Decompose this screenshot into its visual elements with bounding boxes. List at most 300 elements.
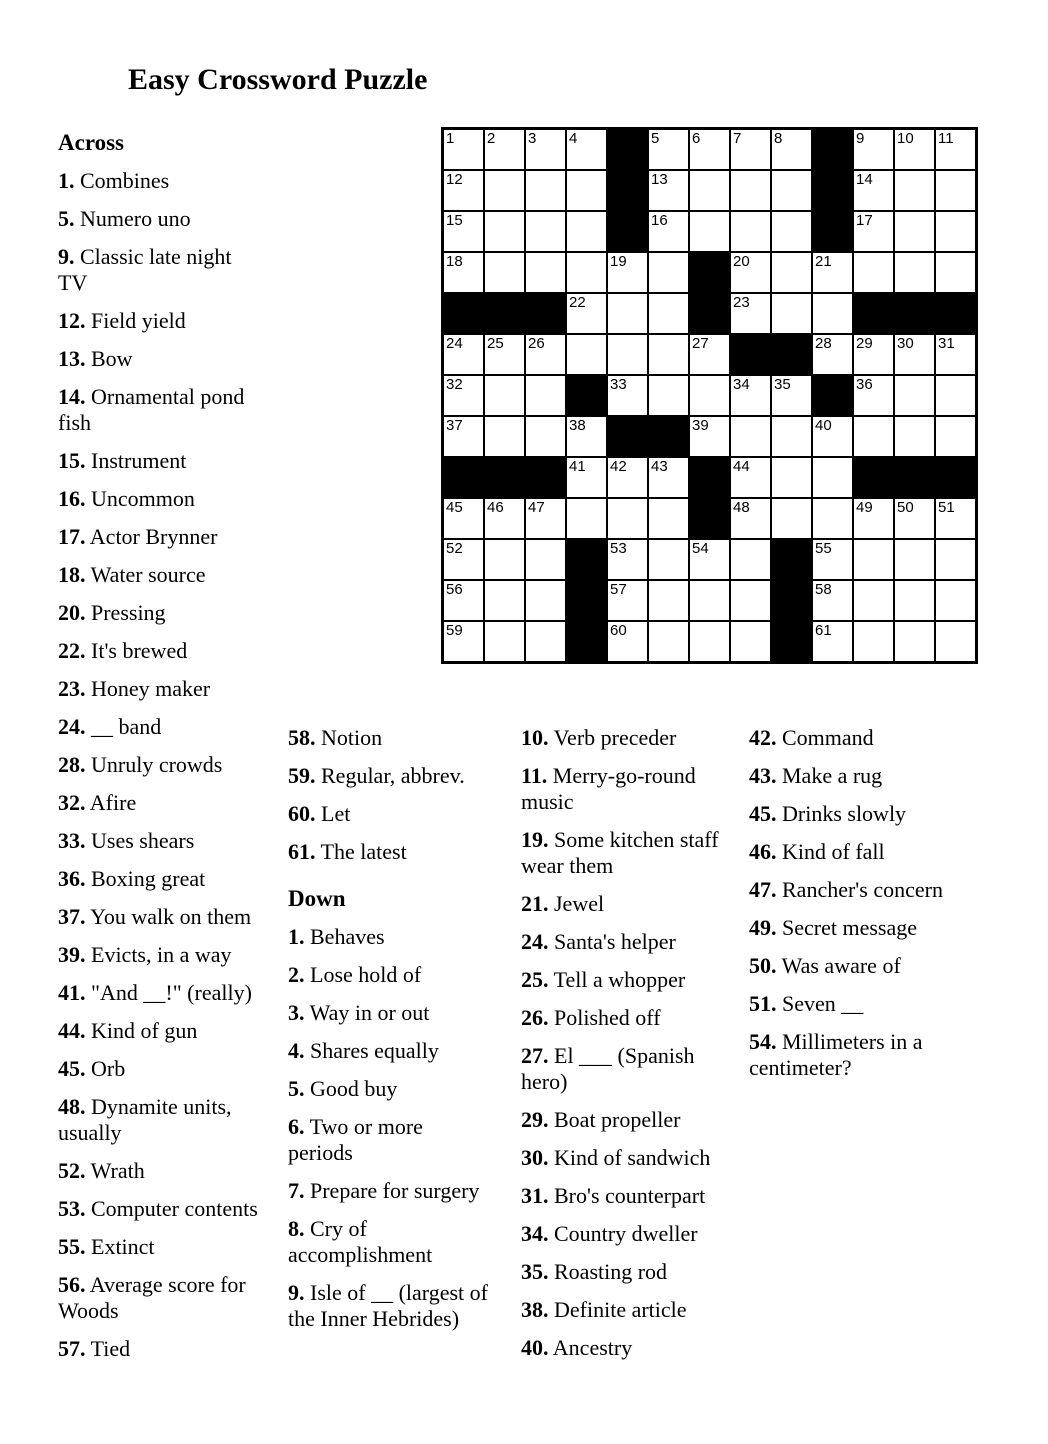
cell-number: 27 xyxy=(692,335,709,352)
clue-number: 61. xyxy=(288,839,316,864)
cell-number: 58 xyxy=(815,581,832,598)
cell-number: 40 xyxy=(815,417,832,434)
clue-item: 24. Santa's helper xyxy=(521,929,676,954)
grid-cell-white xyxy=(813,499,852,538)
grid-cell-white xyxy=(731,253,770,292)
grid-cell-white xyxy=(731,376,770,415)
clue-item: 19. Some kitchen staff wear them xyxy=(521,827,719,878)
grid-cell-white xyxy=(485,335,524,374)
clue-item: 43. Make a rug xyxy=(749,763,883,788)
clue-item: 46. Kind of fall xyxy=(749,839,885,864)
grid-cell-white xyxy=(936,253,975,292)
cell-number: 16 xyxy=(651,212,668,229)
grid-cell-white xyxy=(649,499,688,538)
grid-cell-white xyxy=(608,335,647,374)
clue-number: 33. xyxy=(58,828,86,853)
clue-number: 24. xyxy=(521,929,549,954)
cell-number: 41 xyxy=(569,458,586,475)
cell-number: 38 xyxy=(569,417,586,434)
grid-cell-white xyxy=(567,212,606,251)
grid-cell-white xyxy=(854,417,893,456)
clue-number: 18. xyxy=(58,562,86,587)
clue-number: 21. xyxy=(521,891,549,916)
clue-item: 42. Command xyxy=(749,725,874,750)
grid-cell-white xyxy=(526,499,565,538)
grid-cell-white xyxy=(608,376,647,415)
cell-number: 44 xyxy=(733,458,750,475)
grid-cell-white xyxy=(813,540,852,579)
clue-number: 38. xyxy=(521,1297,549,1322)
clue-number: 39. xyxy=(58,942,86,967)
clue-item: 11. Merry-go-round music xyxy=(521,763,696,814)
clue-number: 8. xyxy=(288,1216,305,1241)
grid-cell-white xyxy=(444,622,483,661)
clue-item: 16. Uncommon xyxy=(58,486,195,511)
clue-number: 1. xyxy=(58,168,75,193)
cell-number: 31 xyxy=(938,335,955,352)
clue-item: 35. Roasting rod xyxy=(521,1259,668,1284)
cell-number: 36 xyxy=(856,376,873,393)
grid-cell-white xyxy=(854,622,893,661)
grid-cell-white xyxy=(854,130,893,169)
clue-number: 44. xyxy=(58,1018,86,1043)
grid-cell-white xyxy=(690,130,729,169)
grid-cell-white xyxy=(731,458,770,497)
grid-cell-white xyxy=(813,335,852,374)
grid-cell-white xyxy=(731,540,770,579)
grid-cell-white xyxy=(567,171,606,210)
clue-number: 47. xyxy=(749,877,777,902)
cell-number: 45 xyxy=(446,499,463,516)
grid-cell-white xyxy=(936,540,975,579)
grid-cell-white xyxy=(813,581,852,620)
grid-cell-black xyxy=(608,171,647,210)
grid-cell-black xyxy=(813,376,852,415)
grid-cell-black xyxy=(813,130,852,169)
grid-cell-white xyxy=(936,622,975,661)
clue-number: 3. xyxy=(288,1000,305,1025)
grid-cell-black xyxy=(895,458,934,497)
clue-number: 43. xyxy=(749,763,777,788)
clue-item: 22. It's brewed xyxy=(58,638,188,663)
clue-number: 36. xyxy=(58,866,86,891)
cell-number: 60 xyxy=(610,622,627,639)
clue-item: 32. Afire xyxy=(58,790,137,815)
clue-number: 14. xyxy=(58,384,86,409)
grid-cell-white xyxy=(444,417,483,456)
grid-cell-white xyxy=(813,622,852,661)
grid-cell-black xyxy=(690,458,729,497)
grid-cell-white xyxy=(608,294,647,333)
grid-cell-white xyxy=(936,581,975,620)
grid-cell-black xyxy=(772,335,811,374)
cell-number: 5 xyxy=(651,130,660,147)
grid-cell-white xyxy=(649,458,688,497)
clue-number: 31. xyxy=(521,1183,549,1208)
clue-number: 41. xyxy=(58,980,86,1005)
clue-number: 28. xyxy=(58,752,86,777)
grid-cell-white xyxy=(772,376,811,415)
clue-item: 49. Secret message xyxy=(749,915,917,940)
grid-cell-white xyxy=(854,376,893,415)
clue-number: 45. xyxy=(749,801,777,826)
clue-item: 59. Regular, abbrev. xyxy=(288,763,465,788)
grid-cell-white xyxy=(731,417,770,456)
grid-cell-black xyxy=(608,212,647,251)
grid-cell-black xyxy=(731,335,770,374)
cell-number: 54 xyxy=(692,540,709,557)
clue-item: 61. The latest xyxy=(288,839,407,864)
clue-item: 47. Rancher's concern xyxy=(749,877,943,902)
clue-section-heading-across: Across xyxy=(58,130,125,155)
clue-item: 50. Was aware of xyxy=(749,953,901,978)
clue-item: 20. Pressing xyxy=(58,600,166,625)
cell-number: 26 xyxy=(528,335,545,352)
clue-item: 38. Definite article xyxy=(521,1297,687,1322)
clue-number: 49. xyxy=(749,915,777,940)
grid-cell-white xyxy=(772,499,811,538)
grid-cell-black xyxy=(690,499,729,538)
grid-cell-white xyxy=(608,581,647,620)
cell-number: 13 xyxy=(651,171,668,188)
cell-number: 32 xyxy=(446,376,463,393)
cell-number: 1 xyxy=(446,130,455,147)
clue-number: 37. xyxy=(58,904,86,929)
grid-cell-white xyxy=(690,212,729,251)
clue-number: 24. xyxy=(58,714,86,739)
grid-cell-black xyxy=(854,458,893,497)
clue-number: 56. xyxy=(58,1272,86,1297)
cell-number: 55 xyxy=(815,540,832,557)
grid-cell-black xyxy=(813,212,852,251)
grid-cell-white xyxy=(936,212,975,251)
grid-cell-white xyxy=(649,130,688,169)
clue-item: 45. Drinks slowly xyxy=(749,801,907,826)
clue-item: 31. Bro's counterpart xyxy=(521,1183,706,1208)
grid-cell-white xyxy=(895,499,934,538)
grid-cell-white xyxy=(772,417,811,456)
grid-cell-white xyxy=(854,581,893,620)
clue-item: 24. __ band xyxy=(58,714,162,739)
clue-column-3 xyxy=(521,725,736,1373)
grid-cell-white xyxy=(936,130,975,169)
grid-cell-white xyxy=(485,499,524,538)
grid-cell-black xyxy=(772,581,811,620)
grid-cell-white xyxy=(485,253,524,292)
clue-number: 53. xyxy=(58,1196,86,1221)
cell-number: 19 xyxy=(610,253,627,270)
clue-number: 20. xyxy=(58,600,86,625)
clue-number: 19. xyxy=(521,827,549,852)
clue-number: 16. xyxy=(58,486,86,511)
clue-number: 7. xyxy=(288,1178,305,1203)
grid-cell-white xyxy=(485,212,524,251)
grid-cell-white xyxy=(772,294,811,333)
grid-cell-white xyxy=(895,130,934,169)
grid-cell-white xyxy=(444,376,483,415)
cell-number: 57 xyxy=(610,581,627,598)
clue-item: 6. Two or more periods xyxy=(288,1114,423,1165)
grid-cell-white xyxy=(485,376,524,415)
cell-number: 37 xyxy=(446,417,463,434)
grid-cell-black xyxy=(567,376,606,415)
grid-cell-white xyxy=(649,294,688,333)
clue-item: 30. Kind of sandwich xyxy=(521,1145,711,1170)
grid-cell-black xyxy=(567,622,606,661)
grid-cell-black xyxy=(690,294,729,333)
clue-number: 10. xyxy=(521,725,549,750)
clue-item: 5. Good buy xyxy=(288,1076,398,1101)
cell-number: 25 xyxy=(487,335,504,352)
grid-cell-black xyxy=(854,294,893,333)
grid-cell-white xyxy=(649,335,688,374)
grid-cell-white xyxy=(936,376,975,415)
grid-cell-white xyxy=(854,335,893,374)
clue-item: 45. Orb xyxy=(58,1056,126,1081)
grid-cell-black xyxy=(526,458,565,497)
cell-number: 35 xyxy=(774,376,791,393)
clue-item: 41. "And __!" (really) xyxy=(58,980,252,1005)
grid-cell-white xyxy=(649,171,688,210)
clue-item: 25. Tell a whopper xyxy=(521,967,686,992)
cell-number: 18 xyxy=(446,253,463,270)
clue-item: 27. El ___ (Spanish hero) xyxy=(521,1043,695,1094)
cell-number: 10 xyxy=(897,130,914,147)
grid-cell-white xyxy=(813,294,852,333)
grid-cell-white xyxy=(444,499,483,538)
clue-item: 52. Wrath xyxy=(58,1158,145,1183)
clue-number: 52. xyxy=(58,1158,86,1183)
clue-number: 50. xyxy=(749,953,777,978)
grid-cell-white xyxy=(936,335,975,374)
clue-item: 13. Bow xyxy=(58,346,133,371)
clue-number: 17. xyxy=(58,524,86,549)
clue-item: 5. Numero uno xyxy=(58,206,191,231)
cell-number: 23 xyxy=(733,294,750,311)
grid-cell-white xyxy=(772,130,811,169)
cell-number: 28 xyxy=(815,335,832,352)
grid-cell-white xyxy=(772,212,811,251)
cell-number: 15 xyxy=(446,212,463,229)
cell-number: 29 xyxy=(856,335,873,352)
grid-cell-white xyxy=(567,458,606,497)
grid-cell-white xyxy=(731,581,770,620)
clue-item: 37. You walk on them xyxy=(58,904,252,929)
clue-number: 11. xyxy=(521,763,548,788)
clue-item: 4. Shares equally xyxy=(288,1038,439,1063)
grid-cell-black xyxy=(485,294,524,333)
clue-number: 22. xyxy=(58,638,86,663)
grid-cell-white xyxy=(526,540,565,579)
cell-number: 43 xyxy=(651,458,668,475)
cell-number: 22 xyxy=(569,294,586,311)
cell-number: 7 xyxy=(733,130,742,147)
clue-item: 33. Uses shears xyxy=(58,828,195,853)
grid-cell-white xyxy=(649,376,688,415)
grid-cell-black xyxy=(772,540,811,579)
clue-item: 40. Ancestry xyxy=(521,1335,633,1360)
clue-item: 55. Extinct xyxy=(58,1234,155,1259)
cell-number: 6 xyxy=(692,130,701,147)
grid-cell-white xyxy=(731,622,770,661)
grid-cell-white xyxy=(444,581,483,620)
clue-number: 34. xyxy=(521,1221,549,1246)
grid-cell-white xyxy=(690,540,729,579)
grid-cell-white xyxy=(813,458,852,497)
clue-number: 26. xyxy=(521,1005,549,1030)
clue-number: 9. xyxy=(58,244,75,269)
grid-cell-white xyxy=(649,540,688,579)
grid-cell-white xyxy=(526,253,565,292)
cell-number: 46 xyxy=(487,499,504,516)
grid-cell-white xyxy=(895,335,934,374)
clue-item: 51. Seven __ xyxy=(749,991,864,1016)
grid-cell-white xyxy=(526,335,565,374)
cell-number: 61 xyxy=(815,622,832,639)
grid-cell-white xyxy=(895,212,934,251)
grid-cell-white xyxy=(895,622,934,661)
grid-cell-white xyxy=(731,171,770,210)
clue-number: 5. xyxy=(288,1076,305,1101)
cell-number: 9 xyxy=(856,130,865,147)
clue-item: 8. Cry of accomplishment xyxy=(288,1216,433,1267)
grid-cell-white xyxy=(854,540,893,579)
clue-number: 60. xyxy=(288,801,316,826)
grid-cell-white xyxy=(936,171,975,210)
clue-item: 9. Classic late night TV xyxy=(58,244,232,295)
cell-number: 42 xyxy=(610,458,627,475)
clue-item: 54. Millimeters in a centimeter? xyxy=(749,1029,923,1080)
cell-number: 33 xyxy=(610,376,627,393)
clue-number: 55. xyxy=(58,1234,86,1259)
grid-cell-white xyxy=(444,130,483,169)
grid-cell-black xyxy=(936,458,975,497)
grid-cell-white xyxy=(526,581,565,620)
grid-cell-black xyxy=(895,294,934,333)
clue-item: 7. Prepare for surgery xyxy=(288,1178,480,1203)
cell-number: 20 xyxy=(733,253,750,270)
grid-cell-white xyxy=(772,253,811,292)
grid-cell-black xyxy=(649,417,688,456)
grid-cell-white xyxy=(608,622,647,661)
clue-item: 29. Boat propeller xyxy=(521,1107,681,1132)
clue-item: 21. Jewel xyxy=(521,891,605,916)
grid-cell-black xyxy=(608,417,647,456)
clue-column-4 xyxy=(749,725,959,1093)
cell-number: 47 xyxy=(528,499,545,516)
clue-number: 40. xyxy=(521,1335,549,1360)
clue-item: 3. Way in or out xyxy=(288,1000,430,1025)
clue-number: 2. xyxy=(288,962,305,987)
clue-number: 5. xyxy=(58,206,75,231)
cell-number: 50 xyxy=(897,499,914,516)
grid-cell-white xyxy=(690,376,729,415)
cell-number: 2 xyxy=(487,130,496,147)
clue-item: 18. Water source xyxy=(58,562,206,587)
grid-cell-white xyxy=(690,622,729,661)
grid-cell-white xyxy=(854,499,893,538)
clue-item: 36. Boxing great xyxy=(58,866,206,891)
crossword-grid xyxy=(441,127,978,664)
grid-cell-white xyxy=(485,581,524,620)
clue-number: 15. xyxy=(58,448,86,473)
grid-cell-white xyxy=(608,540,647,579)
cell-number: 51 xyxy=(938,499,955,516)
grid-cell-white xyxy=(649,581,688,620)
grid-cell-white xyxy=(608,458,647,497)
clue-item: 34. Country dweller xyxy=(521,1221,698,1246)
grid-cell-white xyxy=(444,171,483,210)
clue-item: 56. Average score for Woods xyxy=(58,1272,246,1323)
clue-item: 1. Behaves xyxy=(288,924,385,949)
grid-cell-white xyxy=(526,417,565,456)
clue-item: 1. Combines xyxy=(58,168,170,193)
grid-cell-white xyxy=(854,253,893,292)
clue-item: 15. Instrument xyxy=(58,448,187,473)
grid-cell-white xyxy=(731,212,770,251)
cell-number: 12 xyxy=(446,171,463,188)
grid-cell-white xyxy=(649,212,688,251)
clue-number: 30. xyxy=(521,1145,549,1170)
clue-item: 39. Evicts, in a way xyxy=(58,942,232,967)
clue-number: 32. xyxy=(58,790,86,815)
cell-number: 34 xyxy=(733,376,750,393)
clue-item: 53. Computer contents xyxy=(58,1196,258,1221)
clue-number: 9. xyxy=(288,1280,305,1305)
grid-cell-white xyxy=(567,499,606,538)
clue-item: 17. Actor Brynner xyxy=(58,524,218,549)
grid-cell-black xyxy=(485,458,524,497)
page-title: Easy Crossword Puzzle xyxy=(128,63,428,96)
grid-cell-black xyxy=(444,458,483,497)
cell-number: 56 xyxy=(446,581,463,598)
clue-number: 59. xyxy=(288,763,316,788)
clue-number: 12. xyxy=(58,308,86,333)
clue-number: 42. xyxy=(749,725,777,750)
grid-cell-white xyxy=(608,499,647,538)
clue-number: 27. xyxy=(521,1043,549,1068)
cell-number: 53 xyxy=(610,540,627,557)
cell-number: 3 xyxy=(528,130,537,147)
clue-item: 2. Lose hold of xyxy=(288,962,422,987)
grid-cell-white xyxy=(444,212,483,251)
grid-cell-white xyxy=(649,622,688,661)
clue-number: 35. xyxy=(521,1259,549,1284)
cell-number: 8 xyxy=(774,130,783,147)
grid-cell-white xyxy=(895,253,934,292)
clue-item: 10. Verb preceder xyxy=(521,725,677,750)
clue-item: 23. Honey maker xyxy=(58,676,211,701)
grid-cell-white xyxy=(649,253,688,292)
grid-cell-white xyxy=(444,335,483,374)
grid-cell-white xyxy=(567,130,606,169)
clue-number: 23. xyxy=(58,676,86,701)
cell-number: 11 xyxy=(938,130,954,147)
grid-cell-black xyxy=(567,581,606,620)
clue-item: 57. Tied xyxy=(58,1336,131,1361)
clue-number: 29. xyxy=(521,1107,549,1132)
clue-number: 1. xyxy=(288,924,305,949)
clue-number: 6. xyxy=(288,1114,305,1139)
clue-item: 28. Unruly crowds xyxy=(58,752,223,777)
grid-cell-black xyxy=(690,253,729,292)
grid-cell-white xyxy=(731,294,770,333)
grid-cell-white xyxy=(485,540,524,579)
grid-cell-white xyxy=(854,171,893,210)
grid-cell-black xyxy=(772,622,811,661)
cell-number: 49 xyxy=(856,499,873,516)
grid-cell-white xyxy=(526,376,565,415)
